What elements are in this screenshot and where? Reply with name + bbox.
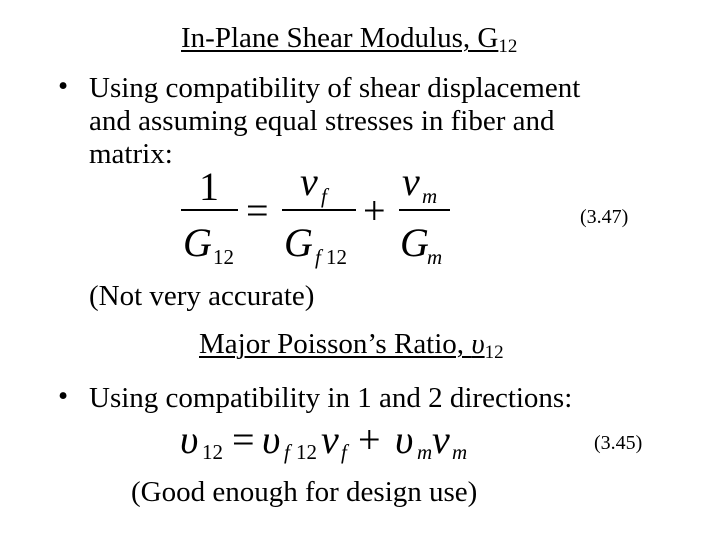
eq1-t1-denominator: G (284, 220, 313, 265)
section-title-shear-modulus (181, 22, 517, 55)
eq2-t2a: υ (395, 417, 414, 462)
section-title-poisson-ratio (199, 328, 504, 361)
equation-number-347: (3.47) (580, 206, 629, 228)
eq2-t2b: v (432, 417, 450, 462)
title-subscript: 12 (484, 342, 504, 363)
bullet-text-shear (89, 72, 580, 171)
note-not-accurate: (Not very accurate) (89, 280, 315, 312)
eq2-t2b-sub: m (452, 440, 468, 464)
bullet-line-1: Using compatibility of shear displacement (89, 72, 581, 104)
eq1-t2-denominator: G (400, 220, 429, 265)
eq2-t1b: v (321, 417, 339, 462)
title-text: In-Plane Shear Modulus, G (181, 22, 499, 54)
eq1-plus: + (363, 188, 386, 233)
bullet-icon: • (58, 70, 69, 102)
eq2-t1a-sub-12: 12 (296, 440, 317, 464)
eq2-t1a: υ (262, 417, 281, 462)
eq1-equals: = (246, 188, 269, 233)
eq1-lhs-numerator: 1 (199, 164, 219, 209)
bullet-text-poisson: Using compatibility in 1 and 2 directions: (89, 382, 573, 414)
eq1-t2-numerator: v (402, 160, 420, 204)
eq1-lhs-denominator: G (183, 220, 212, 265)
eq1-t1-numerator-sub: f (321, 184, 327, 208)
title-text: Major Poisson’s Ratio, (199, 328, 472, 360)
eq1-t1-numerator: v (300, 160, 318, 204)
equation-poisson-ratio (170, 415, 480, 470)
eq1-t2-denominator-sub: m (427, 245, 443, 269)
title-symbol: υ (471, 328, 485, 360)
eq1-lhs-denominator-sub: 12 (213, 245, 234, 269)
bullet-icon: • (58, 380, 69, 412)
eq1-t1-denominator-sub-f: f (315, 245, 321, 269)
eq2-t1b-sub: f (341, 440, 347, 464)
eq1-t1-denominator-sub-12: 12 (326, 245, 347, 269)
bullet-line-2: and assuming equal stresses in fiber and (89, 105, 555, 137)
eq2-plus: + (358, 417, 381, 462)
eq2-equals: = (232, 417, 255, 462)
eq2-t2a-sub: m (417, 440, 433, 464)
title-subscript: 12 (498, 36, 518, 57)
bullet-line-3: matrix: (89, 138, 173, 170)
eq2-lhs: υ (180, 417, 199, 462)
equation-shear-modulus (170, 160, 470, 275)
equation-number-345: (3.45) (594, 432, 643, 454)
note-good-enough: (Good enough for design use) (131, 476, 478, 508)
eq1-t2-numerator-sub: m (422, 184, 438, 208)
eq2-lhs-sub: 12 (202, 440, 223, 464)
eq2-t1a-sub-f: f (284, 440, 290, 464)
